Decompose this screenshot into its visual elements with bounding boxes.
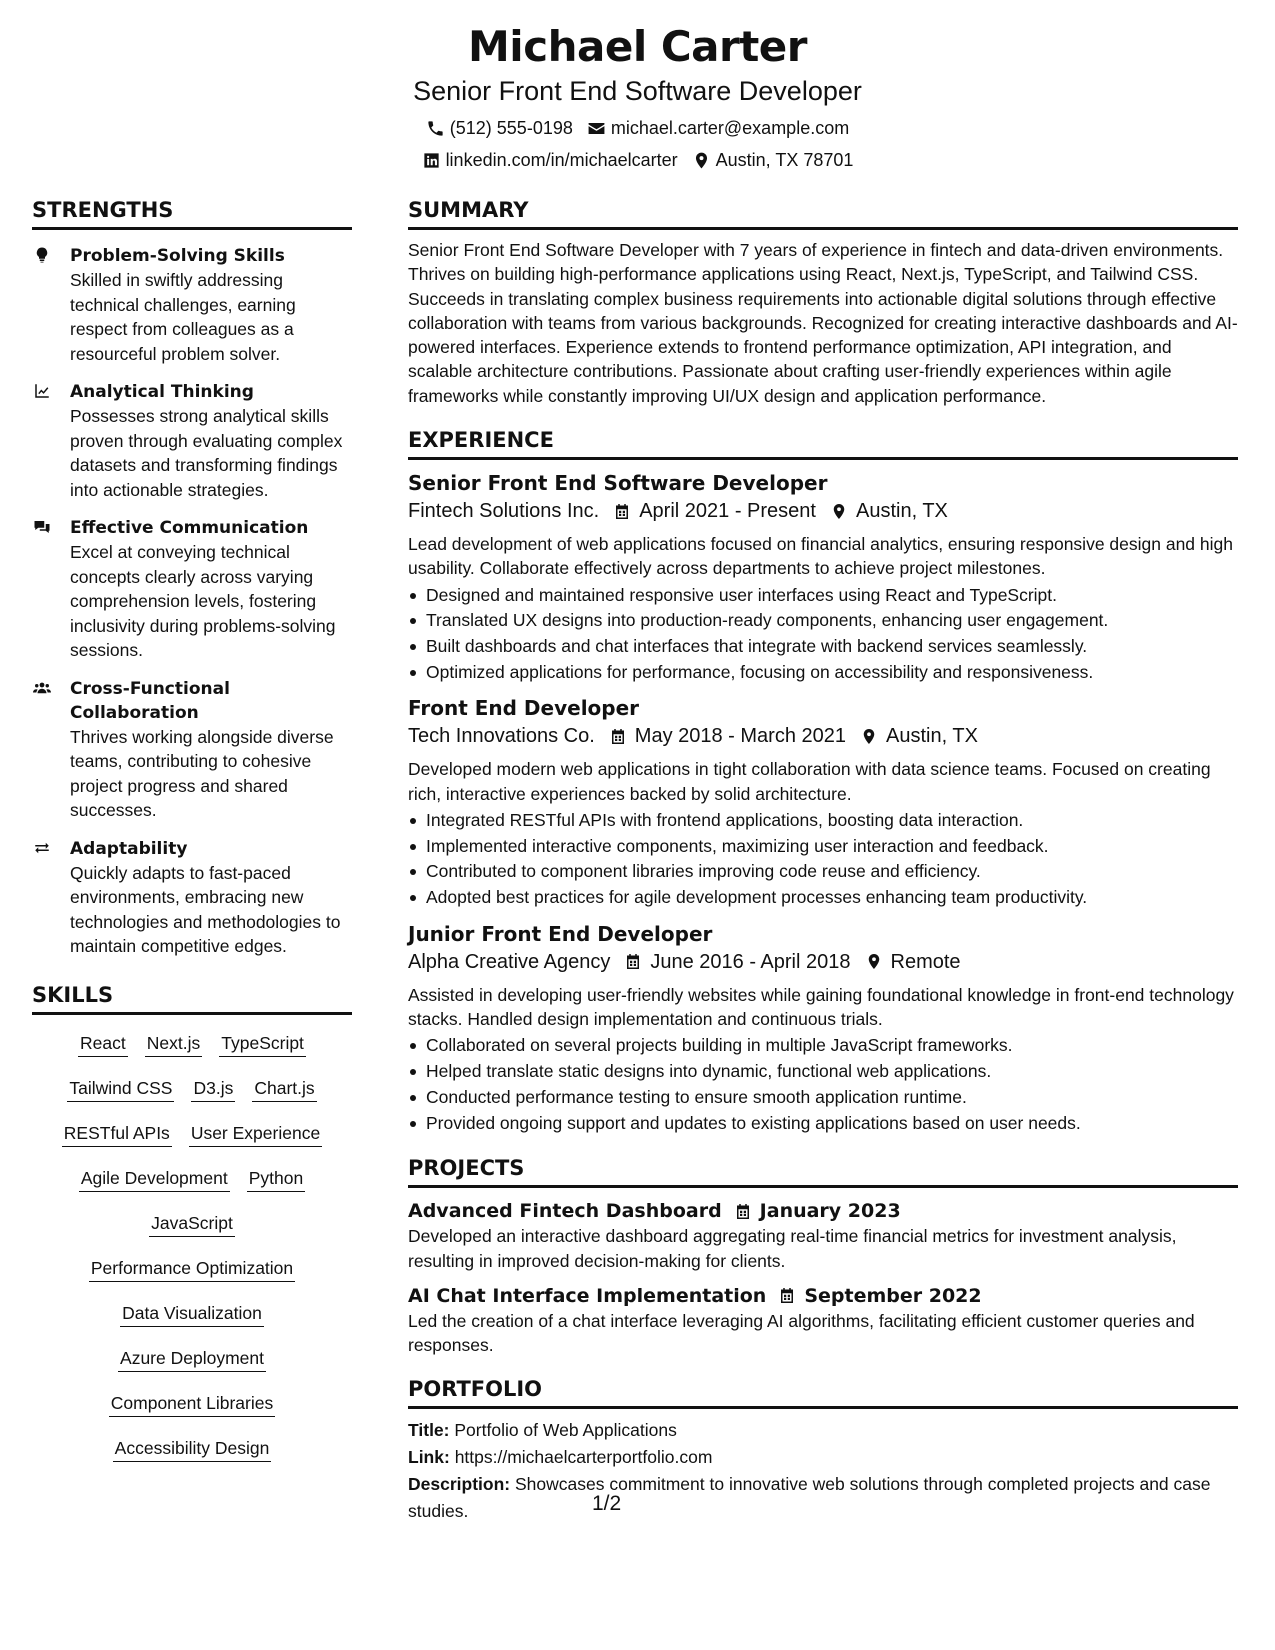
location-text: Austin, TX 78701 [715, 150, 854, 170]
job-role: Senior Front End Software Developer [408, 471, 828, 496]
exchange-icon [32, 839, 52, 857]
candidate-title: Senior Front End Software Developer [413, 76, 862, 106]
skill-tag: Tailwind CSS [67, 1076, 174, 1102]
strength-desc: Quickly adapts to fast-paced environments, embracing new technologies and methodologies to maintain competitive edges. [70, 862, 341, 956]
project-description: Led the creation of a chat interface leveraging AI algorithms, facilitating efficient customer queries and responses. [408, 1310, 1195, 1356]
project-header [408, 1198, 1238, 1224]
strength-item [32, 516, 352, 663]
skill-tag: User Experience [189, 1121, 322, 1147]
portfolio-title-value: Portfolio of Web Applications [454, 1420, 677, 1441]
portfolio-desc-label: Description: [408, 1474, 511, 1495]
list-item: Translated UX designs into production-ready components, enhancing user engagement. [408, 608, 1238, 634]
contact-phone[interactable] [426, 116, 573, 140]
skill-row [32, 1385, 352, 1430]
skill-row [32, 1340, 352, 1385]
strength-name: Adaptability [70, 838, 188, 859]
contact-location [692, 148, 854, 172]
contact-email[interactable] [587, 116, 849, 140]
skill-row [32, 1025, 352, 1070]
map-marker-icon [860, 727, 878, 746]
job-company: Tech Innovations Co. [408, 725, 595, 748]
skill-tag: Next.js [145, 1031, 202, 1057]
calendar-icon [778, 1286, 796, 1305]
calendar-icon [734, 1202, 752, 1221]
left-column [32, 196, 352, 1475]
job-description: Assisted in developing user-friendly websites while gaining foundational knowledge in front-end technology stacks. Handled design implementation and continuous trials. [408, 984, 1234, 1030]
list-item: Implemented interactive components, maximizing user interaction and feedback. [408, 834, 1238, 860]
job-location: Remote [890, 950, 961, 973]
lightbulb-icon [32, 246, 52, 264]
job-company: Fintech Solutions Inc. [408, 500, 600, 523]
contact-row-1 [0, 116, 1275, 140]
list-item: Provided ongoing support and updates to existing applications based on user needs. [408, 1111, 1238, 1137]
list-item: Optimized applications for performance, focusing on accessibility and responsiveness. [408, 660, 1238, 686]
skill-row [32, 1160, 352, 1205]
list-item: Built dashboards and chat interfaces that integrate with backend services seamlessly. [408, 634, 1238, 660]
job-description: Developed modern web applications in tight collaboration with data science teams. Focused on creating rich, interactive experiences backed by solid architecture. [408, 759, 1211, 804]
strength-item [32, 677, 352, 823]
portfolio-title-line [408, 1417, 1238, 1444]
right-column [408, 196, 1238, 1525]
skill-tag: Chart.js [252, 1076, 316, 1102]
email-text: michael.carter@example.com [610, 118, 850, 138]
job-meta [408, 496, 1238, 526]
job-meta [408, 721, 1238, 751]
strength-name: Effective Communication [70, 518, 309, 538]
skill-tag: JavaScript [149, 1211, 235, 1237]
portfolio-link[interactable]: https://michaelcarterportfolio.com [454, 1447, 713, 1468]
skills-list [32, 1025, 352, 1475]
strength-desc: Thrives working alongside diverse teams, contributing to cohesive project progress and shared successes. [70, 726, 334, 820]
skill-tag: Component Libraries [109, 1391, 275, 1417]
linkedin-icon [422, 151, 441, 170]
summary-heading: SUMMARY [408, 196, 1238, 230]
skill-row [32, 1205, 352, 1250]
portfolio-block [408, 1417, 1238, 1525]
job-bullets [408, 583, 1238, 686]
list-item: Adopted best practices for agile development processes enhancing team productivity. [408, 885, 1238, 911]
strength-name: Problem-Solving Skills [70, 246, 285, 266]
strength-desc: Excel at conveying technical concepts clearly across varying comprehension levels, fostering inclusivity during problems-solving sessions. [70, 542, 336, 660]
job-role: Front End Developer [408, 696, 640, 721]
calendar-icon [624, 952, 642, 971]
skill-tag: RESTful APIs [62, 1121, 172, 1147]
skill-tag: Azure Deployment [118, 1346, 266, 1372]
skill-row [32, 1250, 352, 1295]
skill-row [32, 1430, 352, 1475]
map-marker-icon [865, 952, 883, 971]
skill-tag: Performance Optimization [89, 1256, 295, 1282]
list-item: Helped translate static designs into dynamic, functional web applications. [408, 1059, 1238, 1085]
strengths-heading: STRENGTHS [32, 196, 352, 230]
list-item: Collaborated on several projects building in multiple JavaScript frameworks. [408, 1033, 1238, 1059]
job-location: Austin, TX [855, 500, 948, 523]
project-entry [408, 1198, 1238, 1273]
users-icon [32, 679, 52, 697]
strength-desc: Skilled in swiftly addressing technical challenges, earning respect from colleagues as a resourceful problem solver. [70, 270, 296, 364]
portfolio-description-line [408, 1471, 1238, 1525]
project-header [408, 1283, 1238, 1309]
project-date: September 2022 [804, 1284, 982, 1307]
job-dates: June 2016 - April 2018 [650, 950, 851, 973]
phone-text: (512) 555-0198 [449, 118, 573, 138]
map-marker-icon [830, 502, 848, 521]
job-bullets [408, 1033, 1238, 1136]
skill-row [32, 1070, 352, 1115]
project-name: Advanced Fintech Dashboard [408, 1200, 722, 1223]
contact-row-2 [0, 148, 1275, 172]
contact-linkedin[interactable] [422, 148, 678, 172]
portfolio-title-label: Title: [408, 1420, 450, 1441]
calendar-icon [609, 727, 627, 746]
experience-heading: EXPERIENCE [408, 426, 1238, 460]
skill-row [32, 1295, 352, 1340]
skill-tag: TypeScript [219, 1031, 306, 1057]
portfolio-link-label: Link: [408, 1447, 450, 1468]
job-company: Alpha Creative Agency [408, 950, 611, 973]
project-date: January 2023 [759, 1200, 901, 1223]
job-dates: April 2021 - Present [639, 500, 816, 523]
linkedin-text: linkedin.com/in/michaelcarter [445, 150, 678, 170]
map-marker-icon [692, 151, 711, 170]
project-description: Developed an interactive dashboard aggregating real-time financial metrics for investment analysis, resulting in improved decision-making for clients. [408, 1226, 1177, 1271]
job-dates: May 2018 - March 2021 [634, 725, 847, 748]
portfolio-link-line [408, 1444, 1238, 1471]
line-chart-icon [32, 382, 52, 400]
job-description: Lead development of web applications focused on financial analytics, ensuring responsive design and high usability. Collaborate effectively across departments to achieve project milestones. [408, 534, 1233, 579]
strength-name: Cross-Functional Collaboration [70, 678, 230, 723]
job-entry [408, 695, 1238, 910]
job-meta [408, 947, 1238, 977]
list-item: Designed and maintained responsive user interfaces using React and TypeScript. [408, 583, 1238, 609]
job-entry [408, 470, 1238, 685]
strength-item [32, 380, 352, 502]
skill-tag: Agile Development [79, 1166, 230, 1192]
portfolio-heading: PORTFOLIO [408, 1375, 1238, 1409]
job-role: Junior Front End Developer [408, 921, 713, 946]
job-entry [408, 921, 1238, 1136]
strength-name: Analytical Thinking [70, 382, 254, 402]
skill-tag: Data Visualization [120, 1301, 264, 1327]
comments-icon [32, 518, 52, 536]
skills-heading: SKILLS [32, 981, 352, 1015]
project-name: AI Chat Interface Implementation [408, 1284, 767, 1307]
resume-header [0, 22, 1275, 172]
portfolio-desc-value: Showcases commitment to innovative web solutions through completed projects and case studies. [408, 1474, 1211, 1522]
calendar-icon [613, 502, 631, 521]
job-bullets [408, 808, 1238, 911]
list-item: Contributed to component libraries improving code reuse and efficiency. [408, 859, 1238, 885]
strength-item [32, 837, 352, 959]
phone-icon [426, 119, 445, 138]
job-location: Austin, TX [886, 725, 978, 748]
strength-desc: Possesses strong analytical skills proven through evaluating complex datasets and transforming findings into actionable strategies. [70, 406, 343, 500]
envelope-icon [587, 119, 606, 138]
page-number: 1/2 [592, 1492, 622, 1515]
project-entry [408, 1283, 1238, 1358]
skill-tag: Accessibility Design [113, 1436, 272, 1462]
skill-row [32, 1115, 352, 1160]
summary-text: Senior Front End Software Developer with 7 years of experience in fintech and data-driven environments. Thrives on building high-performance applications using React, Next.js, TypeScript, and Tailwind CSS. Succeeds in translating complex business requirements into actionable digital solutions through effective collaboration with teams from various backgrounds. Recognized for creating interactive dashboards and AI-powered interfaces. Experience extends to frontend performance optimization, API integration, and scalable architecture contributions. Passionate about crafting user-friendly experiences within agile frameworks while constantly improving UI/UX design and application performance. [408, 240, 1238, 406]
candidate-name: Michael Carter [468, 22, 807, 71]
skill-tag: Python [247, 1166, 305, 1192]
skill-tag: D3.js [191, 1076, 235, 1102]
list-item: Conducted performance testing to ensure smooth application runtime. [408, 1085, 1238, 1111]
projects-heading: PROJECTS [408, 1154, 1238, 1188]
list-item: Integrated RESTful APIs with frontend applications, boosting data interaction. [408, 808, 1238, 834]
skill-tag: React [78, 1031, 128, 1057]
strength-item [32, 244, 352, 366]
